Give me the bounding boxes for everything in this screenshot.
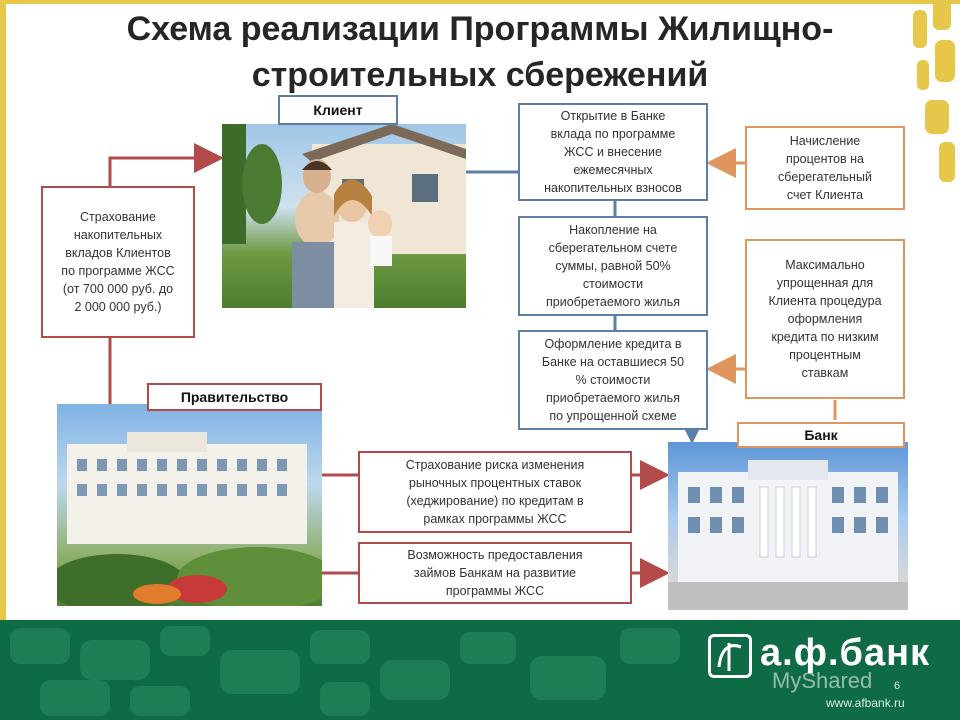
hedging-box: Страхование риска изменения рыночных процентных ставок (хеджирование) по кредитам в рамках программы ЖСС (358, 451, 632, 533)
interest-accrual-box: Начисление процентов на сберегательный счет Клиента (745, 126, 905, 210)
bank-photo (668, 442, 908, 610)
credit-box: Оформление кредита в Банке на оставшиеся 50 % стоимости приобретаемого жилья по упрощенной схеме (518, 330, 708, 430)
bank-logo-text: а.ф.банк (760, 632, 931, 674)
footer-website: www.afbank.ru (826, 696, 905, 710)
watermark-text: MyShared (772, 668, 873, 693)
house-family-illustration (222, 124, 466, 308)
footer-band (0, 620, 960, 720)
bank-loans-box: Возможность предоставления займов Банкам на развитие программы ЖСС (358, 542, 632, 604)
government-label: Правительство (147, 383, 322, 411)
slide-title: Схема реализации Программы Жилищно- строительных сбережений (126, 10, 834, 94)
client-label: Клиент (278, 95, 398, 125)
open-deposit-box: Открытие в Банке вклада по программе ЖСС и внесение ежемесячных накопительных взносов (518, 103, 708, 201)
bank-label: Банк (737, 422, 905, 448)
simplified-procedure-box: Максимально упрощенная для Клиента процедура оформления кредита по низким процентным ставкам (745, 239, 905, 399)
accumulation-box: Накопление на сберегательном счете суммы, равной 50% стоимости приобретаемого жилья (518, 216, 708, 316)
logo-emblem-icon (711, 637, 749, 675)
bank-logo-icon (708, 634, 752, 678)
government-building-illustration (57, 404, 322, 606)
government-photo (57, 404, 322, 606)
insurance-deposits-box: Страхование накопительных вкладов Клиентов по программе ЖСС (от 700 000 руб. до 2 000 000 руб.) (41, 186, 195, 338)
client-photo (222, 124, 466, 308)
page-number: 6 (894, 680, 901, 692)
bank-building-illustration (668, 442, 908, 610)
